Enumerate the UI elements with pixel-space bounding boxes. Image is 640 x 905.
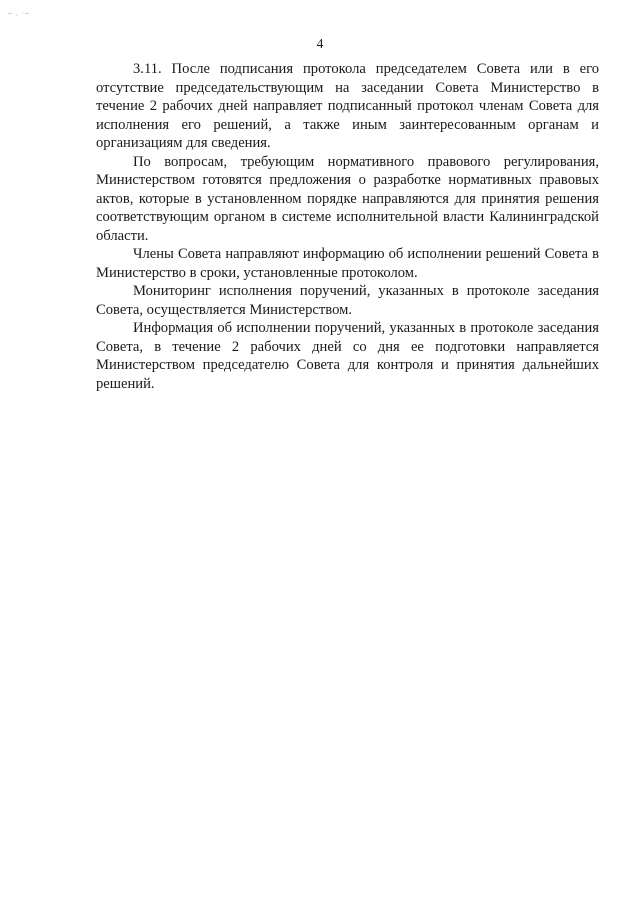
page-number: 4 (316, 36, 324, 51)
scan-artifact-mark: – , ·– (8, 10, 30, 17)
paragraph-execution-report: Информация об исполнении поручений, указанных в протоколе заседания Совета, в течение 2 рабочих дней со дня ее подготовки направляется Министерством председателю Совета для контроля и принятия дальнейших решений. (96, 320, 599, 392)
paragraph-3-11: 3.11. После подписания протокола председателем Совета или в его отсутствие председательствующим на заседании Совета Министерство в течение 2 рабочих дней направляет подписанный протокол членам Совета для исполнения его решений, а также иным заинтересованным органам и организациям для сведения. (96, 61, 599, 151)
paragraph-monitoring: Мониторинг исполнения поручений, указанных в протоколе заседания Совета, осуществляется Министерством. (96, 283, 599, 318)
document-body (96, 60, 599, 393)
paragraph-members-information: Члены Совета направляют информацию об исполнении решений Совета в Министерство в сроки, установленные протоколом. (96, 246, 599, 281)
paragraph-regulation-proposals: По вопросам, требующим нормативного правового регулирования, Министерством готовятся предложения о разработке нормативных правовых актов, которые в установленном порядке направляются для принятия решения соответствующим органом в системе исполнительной власти Калининградской области. (96, 153, 599, 244)
